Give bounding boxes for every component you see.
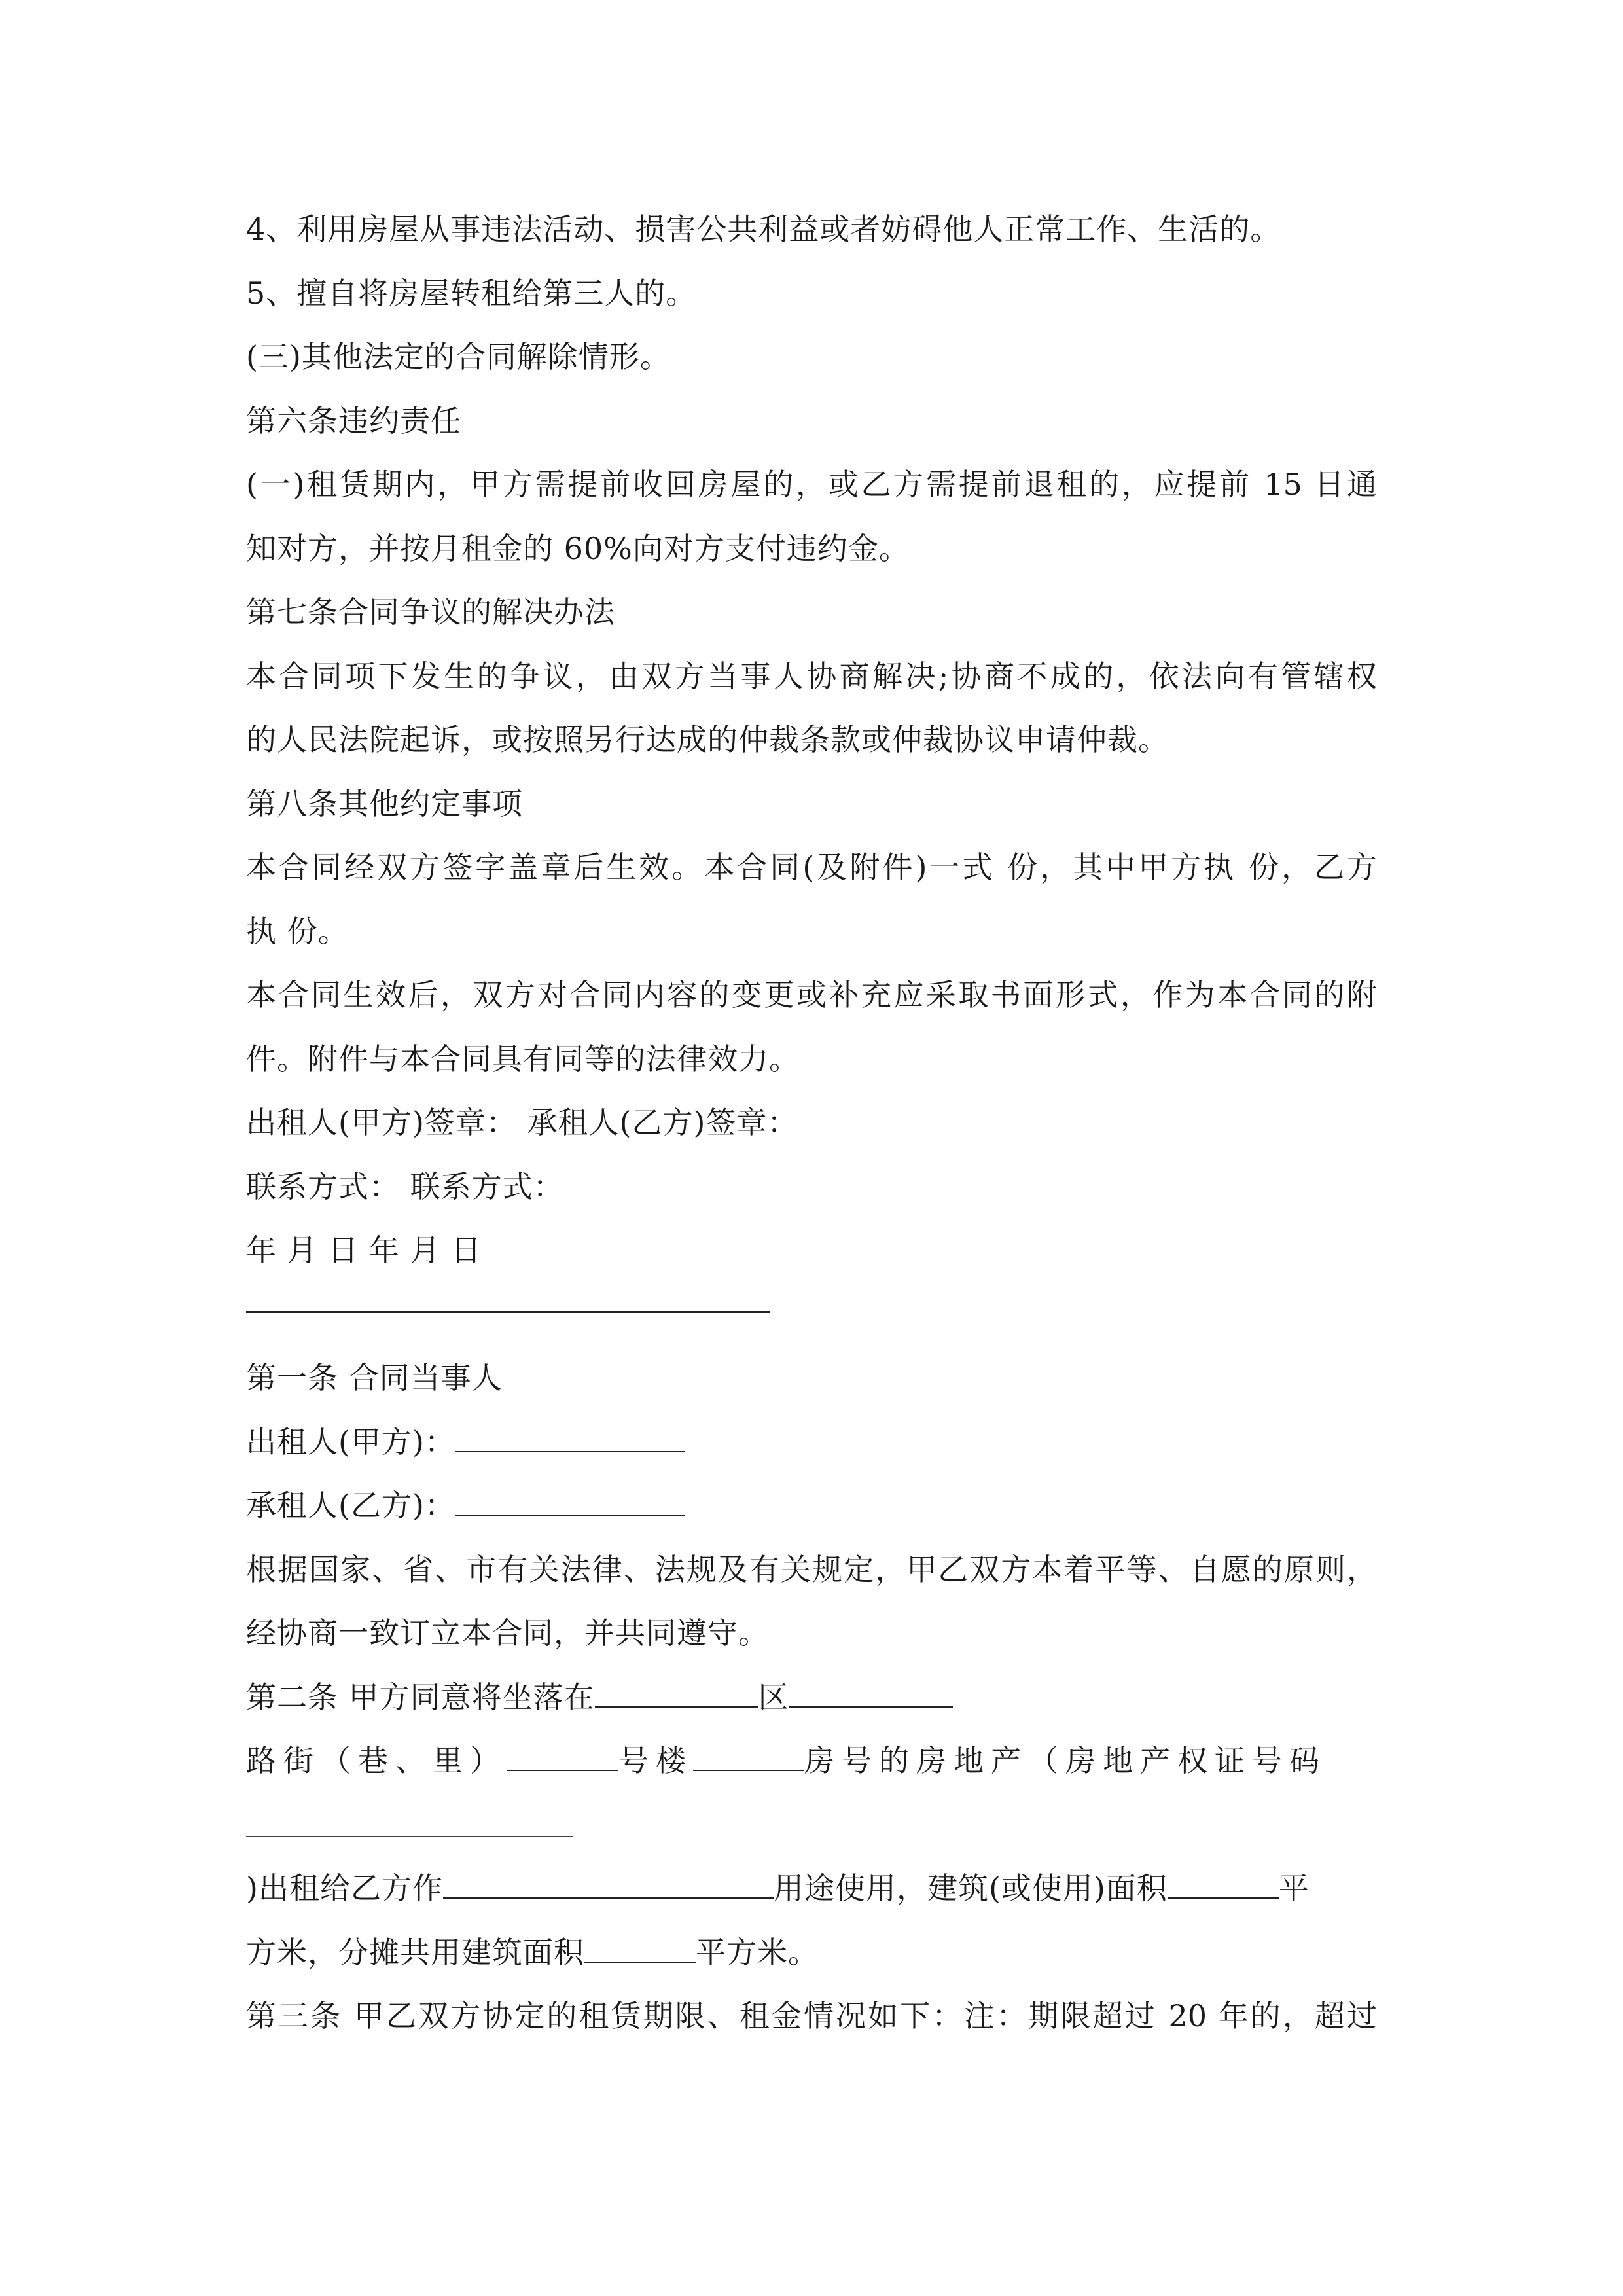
clause-line: (三)其他法定的合同解除情形。 [246, 339, 671, 374]
shared-area-unit: 平方米。 [696, 1935, 819, 1970]
shared-area-line [246, 1933, 1377, 1972]
clause-line: 5、擅自将房屋转租给第三人的。 [246, 276, 697, 311]
section-heading: 第一条 合同当事人 [246, 1360, 503, 1395]
street-label: 路街（巷、里） [246, 1743, 507, 1778]
location-blank[interactable] [595, 1677, 758, 1708]
usage-label: )出租给乙方作 [246, 1871, 443, 1906]
lessor-blank[interactable] [455, 1422, 685, 1452]
section-heading: 第六条违约责任 [246, 403, 461, 439]
clause-line: 第三条 甲乙双方协定的租赁期限、租金情况如下：注：期限超过 20 年的，超过 [246, 1998, 1377, 2034]
section-heading: 第八条其他约定事项 [246, 786, 523, 821]
date-line: 年 月 日 年 月 日 [246, 1232, 482, 1268]
clause-line: 知对方，并按月租金的 60%向对方支付违约金。 [246, 531, 910, 566]
building-label: 号楼 [618, 1743, 693, 1778]
clause-line: 4、利用房屋从事违法活动、损害公共利益或者妨碍他人正常工作、生活的。 [246, 211, 1281, 247]
room-label: 房号的房地产（房地产权证号码 [804, 1743, 1327, 1778]
shared-area-blank[interactable] [584, 1933, 696, 1963]
building-blank[interactable] [693, 1741, 804, 1771]
certificate-number-blank[interactable] [246, 1836, 573, 1837]
usage-blank[interactable] [443, 1869, 774, 1899]
district-label: 区 [758, 1679, 789, 1715]
clause-line: 经协商一致订立本合同，并共同遵守。 [246, 1615, 769, 1651]
lessee-blank[interactable] [455, 1486, 685, 1516]
section-heading: 第七条合同争议的解决办法 [246, 594, 615, 630]
clause-line: 执 份。 [246, 914, 349, 949]
signature-line: 出租人(甲方)签章： 承租人(乙方)签章： [246, 1105, 798, 1140]
lessee-label: 承租人(乙方)： [246, 1488, 455, 1523]
clause-line: (一)租赁期内，甲方需提前收回房屋的，或乙方需提前退租的，应提前 15 日通 [246, 467, 1377, 502]
area-blank[interactable] [1168, 1869, 1279, 1899]
clause-line: 根据国家、省、市有关法律、法规及有关规定，甲乙双方本着平等、自愿的原则， [246, 1552, 1377, 1587]
clause-line: 本合同项下发生的争议，由双方当事人协商解决;协商不成的，依法向有管辖权 [246, 658, 1377, 694]
area-label: 用途使用，建筑(或使用)面积 [773, 1871, 1168, 1906]
clause-line: 的人民法院起诉，或按照另行达成的仲裁条款或仲裁协议申请仲裁。 [246, 722, 1169, 757]
section-divider [246, 1311, 770, 1313]
lessor-line [246, 1422, 1377, 1462]
lessor-label: 出租人(甲方)： [246, 1424, 455, 1460]
contact-line: 联系方式： 联系方式： [246, 1169, 564, 1204]
lessee-line [246, 1486, 1377, 1525]
district-blank[interactable] [789, 1677, 953, 1708]
area-unit-start: 平 [1278, 1871, 1310, 1906]
address-line [246, 1741, 1377, 1780]
clause-line: 本合同生效后，双方对合同内容的变更或补充应采取书面形式，作为本合同的附 [246, 977, 1377, 1013]
clause-line: 件。附件与本合同具有同等的法律效力。 [246, 1041, 800, 1077]
street-blank[interactable] [507, 1741, 618, 1771]
clause-line: 本合同经双方签字盖章后生效。本合同(及附件)一式 份，其中甲方执 份，乙方 [246, 850, 1377, 885]
location-label: 第二条 甲方同意将坐落在 [246, 1679, 595, 1715]
location-line [246, 1677, 1377, 1717]
usage-line [246, 1869, 1377, 1908]
shared-area-label: 方米，分摊共用建筑面积 [246, 1935, 584, 1970]
